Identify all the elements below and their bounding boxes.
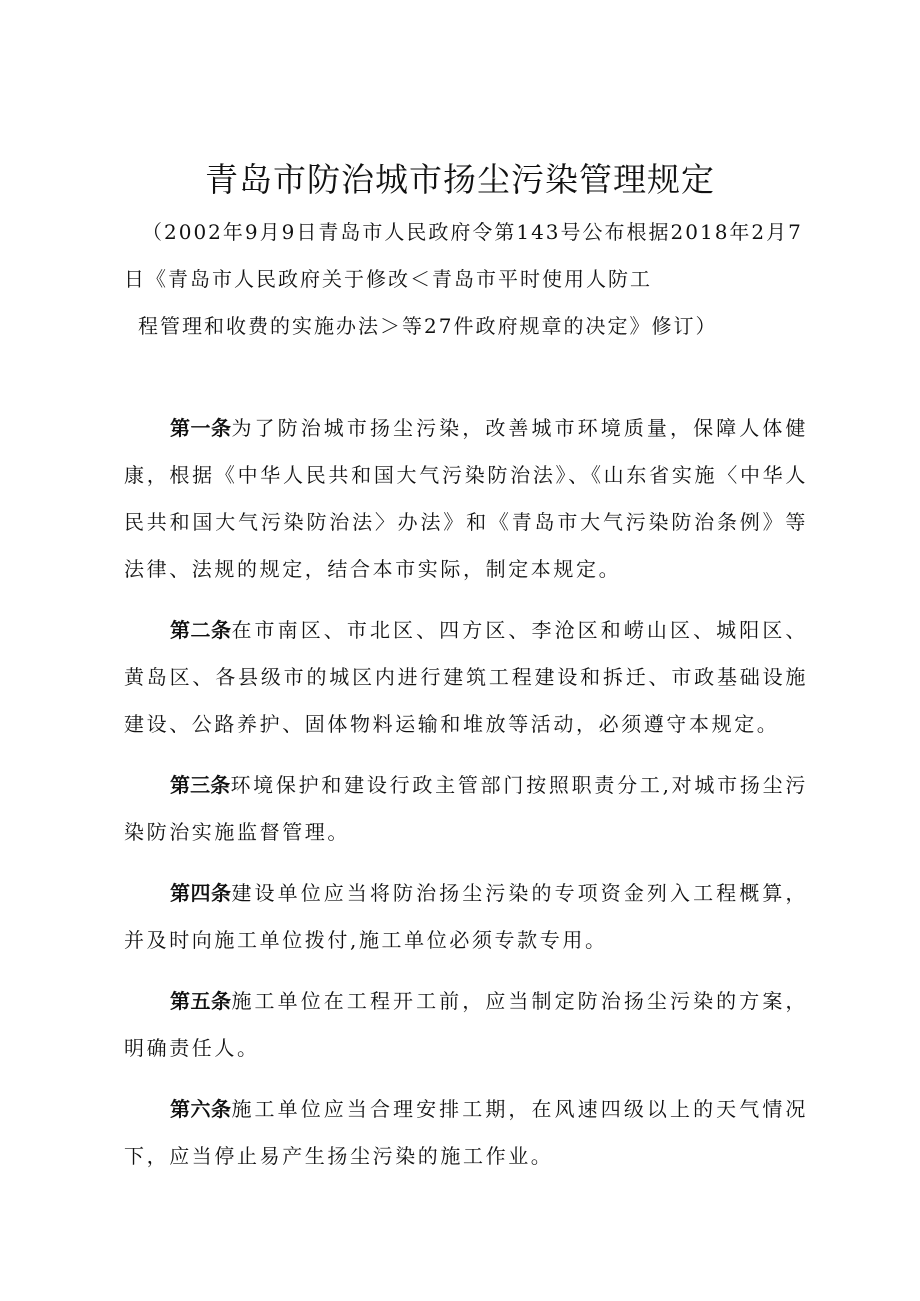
articles-body: [124, 405, 808, 1194]
subtitle-line-3: 程管理和收费的实施办法＞等27件政府规章的决定》修订）: [138, 314, 718, 338]
article-6: [124, 1086, 808, 1180]
article-5: [124, 978, 808, 1072]
article-2-text: 在市南区、市北区、四方区、李沧区和崂山区、城阳区、黄岛区、各县级市的城区内进行建筑工程建设和拆迁、市政基础设施建设、公路养护、固体物料运输和堆放等活动，必须遵守本规定。: [124, 618, 809, 736]
article-2-number: 第二条: [170, 618, 232, 642]
article-4-text: 建设单位应当将防治扬尘污染的专项资金列入工程概算，并及时向施工单位拨付,施工单位必须专款专用。: [124, 881, 809, 952]
article-1-text: 为了防治城市扬尘污染，改善城市环境质量，保障人体健康，根据《中华人民共和国大气污染防治法》、《山东省实施〈中华人民共和国大气污染防治法〉办法》和《青岛市大气污染防治条例》等法律、法规的规定，结合本市实际，制定本规定。: [124, 416, 809, 581]
subtitle-line-1: （2002年9月9日青岛市人民政府令第143号公布根据2018年2月7: [142, 220, 803, 244]
article-6-number: 第六条: [170, 1097, 232, 1121]
subtitle-line-2: 日《青岛市人民政府关于修改＜青岛市平时使用人防工: [124, 267, 652, 291]
article-4: [124, 870, 808, 964]
article-3: [124, 762, 808, 856]
article-5-number: 第五条: [170, 989, 232, 1013]
article-3-number: 第三条: [170, 773, 231, 797]
article-6-text: 施工单位应当合理安排工期，在风速四级以上的天气情况下，应当停止易产生扬尘污染的施工作业。: [124, 1097, 809, 1168]
article-1-number: 第一条: [170, 416, 232, 440]
article-5-text: 施工单位在工程开工前，应当制定防治扬尘污染的方案，明确责任人。: [124, 989, 809, 1060]
article-2: [124, 607, 808, 748]
article-1: [124, 405, 808, 593]
article-4-number: 第四条: [170, 881, 232, 905]
document-title: 青岛市防治城市扬尘污染管理规定: [205, 160, 715, 199]
article-3-text: 环境保护和建设行政主管部门按照职责分工,对城市扬尘污染防治实施监督管理。: [124, 773, 808, 844]
